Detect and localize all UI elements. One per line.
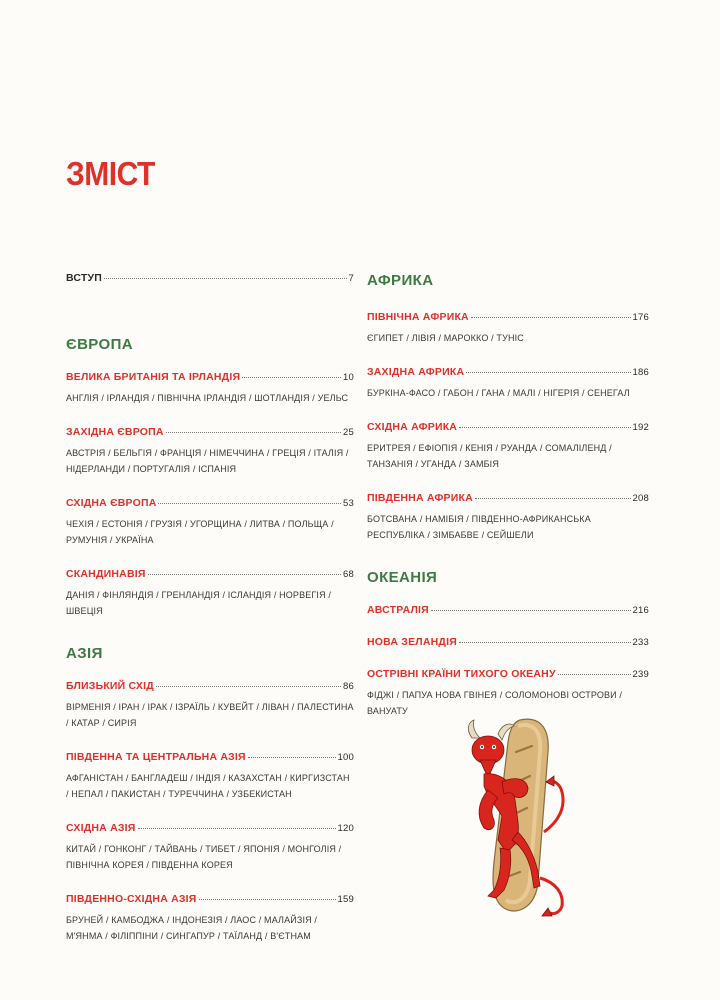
leader-dots: [471, 317, 631, 318]
toc-entry[interactable]: [367, 421, 649, 472]
entry-page-number: 53: [343, 498, 354, 509]
region-heading: АФРИКА: [367, 272, 434, 289]
entry-page-number: 68: [343, 569, 354, 580]
entry-title: СХІДНА ЄВРОПА: [66, 497, 157, 509]
entry-title: ПІВДЕННА ТА ЦЕНТРАЛЬНА АЗІЯ: [66, 751, 246, 763]
entry-title: ПІВДЕННО-СХІДНА АЗІЯ: [66, 893, 197, 905]
toc-entry[interactable]: [367, 366, 649, 401]
toc-entry[interactable]: [367, 604, 649, 616]
page-title: ЗМІСТ: [66, 156, 155, 193]
entry-title: ЗАХІДНА ЄВРОПА: [66, 426, 164, 438]
entry-title: АВСТРАЛІЯ: [367, 604, 429, 616]
entry-page-number: 25: [343, 427, 354, 438]
leader-dots: [104, 278, 347, 279]
entry-page-number: 100: [337, 752, 354, 763]
entry-page-number: 120: [337, 823, 354, 834]
entry-countries: ДАНІЯ / ФІНЛЯНДІЯ / ГРЕНЛАНДІЯ / ІСЛАНДІЯ / НОРВЕГІЯ / ШВЕЦІЯ: [66, 590, 332, 616]
toc-entry[interactable]: [367, 311, 649, 346]
leader-dots: [138, 828, 336, 829]
toc-entry[interactable]: [66, 426, 354, 477]
entry-title: ВСТУП: [66, 272, 102, 284]
leader-dots: [558, 674, 631, 675]
entry-page-number: 192: [632, 422, 649, 433]
entry-title: ПІВНІЧНА АФРИКА: [367, 311, 469, 323]
entry-countries: БОТСВАНА / НАМІБІЯ / ПІВДЕННО-АФРИКАНСЬКА РЕСПУБЛІКА / ЗІМБАБВЕ / СЕЙШЕЛИ: [367, 514, 591, 540]
entry-page-number: 86: [343, 681, 354, 692]
entry-page-number: 10: [343, 372, 354, 383]
leader-dots: [431, 610, 631, 611]
toc-right-column: [367, 272, 649, 739]
entry-title: ПІВДЕННА АФРИКА: [367, 492, 473, 504]
entry-title: СХІДНА АФРИКА: [367, 421, 458, 433]
entry-title: ОСТРІВНІ КРАЇНИ ТИХОГО ОКЕАНУ: [367, 668, 556, 680]
toc-entry-intro[interactable]: [66, 272, 354, 284]
toc-entry[interactable]: [66, 371, 354, 406]
entry-countries: ЕРИТРЕЯ / ЕФІОПІЯ / КЕНІЯ / РУАНДА / СОМАЛІЛЕНД / ТАНЗАНІЯ / УГАНДА / ЗАМБІЯ: [367, 443, 612, 469]
toc-left-column: [66, 272, 354, 964]
region-heading: ЄВРОПА: [66, 336, 133, 353]
entry-countries: БРУНЕЙ / КАМБОДЖА / ІНДОНЕЗІЯ / ЛАОС / МАЛАЙЗІЯ / М'ЯНМА / ФІЛІППІНИ / СИНГАПУР / ТАЇЛАНД / В'ЄТНАМ: [66, 915, 318, 941]
entry-title: СКАНДИНАВІЯ: [66, 568, 146, 580]
entry-countries: БУРКІНА-ФАСО / ГАБОН / ГАНА / МАЛІ / НІГЕРІЯ / СЕНЕГАЛ: [367, 388, 630, 398]
region-heading: ОКЕАНІЯ: [367, 569, 438, 586]
entry-page-number: 176: [632, 312, 649, 323]
entry-countries: КИТАЙ / ГОНКОНГ / ТАЙВАНЬ / ТИБЕТ / ЯПОНІЯ / МОНГОЛІЯ / ПІВНІЧНА КОРЕЯ / ПІВДЕННА КОРЕЯ: [66, 844, 342, 870]
toc-entry[interactable]: [66, 893, 354, 944]
toc-entry[interactable]: [367, 636, 649, 648]
toc-entry[interactable]: [367, 492, 649, 543]
entry-countries: ЧЕХІЯ / ЕСТОНІЯ / ГРУЗІЯ / УГОРЩИНА / ЛИТВА / ПОЛЬЩА / РУМУНІЯ / УКРАЇНА: [66, 519, 334, 545]
leader-dots: [459, 427, 630, 428]
leader-dots: [248, 757, 336, 758]
entry-countries: ЄГИПЕТ / ЛІВІЯ / МАРОККО / ТУНІС: [367, 333, 524, 343]
leader-dots: [459, 642, 631, 643]
leader-dots: [199, 899, 336, 900]
entry-title: ЗАХІДНА АФРИКА: [367, 366, 465, 378]
toc-entry[interactable]: [66, 751, 354, 802]
toc-entry[interactable]: [66, 568, 354, 619]
leader-dots: [158, 503, 341, 504]
entry-title: СХІДНА АЗІЯ: [66, 822, 136, 834]
leader-dots: [242, 377, 341, 378]
entry-title: НОВА ЗЕЛАНДІЯ: [367, 636, 457, 648]
entry-title: БЛИЗЬКИЙ СХІД: [66, 680, 154, 692]
leader-dots: [148, 574, 341, 575]
toc-entry[interactable]: [66, 822, 354, 873]
entry-page-number: 7: [348, 273, 354, 284]
devil-with-baguette-illustration: [458, 712, 578, 922]
leader-dots: [466, 372, 630, 373]
entry-page-number: 216: [632, 605, 649, 616]
region-asia: [66, 645, 354, 944]
entry-countries: АНГЛІЯ / ІРЛАНДІЯ / ПІВНІЧНА ІРЛАНДІЯ / ШОТЛАНДІЯ / УЕЛЬС: [66, 393, 349, 403]
entry-page-number: 159: [337, 894, 354, 905]
entry-page-number: 186: [632, 367, 649, 378]
region-oceania: [367, 569, 649, 719]
entry-countries: АФГАНІСТАН / БАНГЛАДЕШ / ІНДІЯ / КАЗАХСТАН / КИРГИЗСТАН / НЕПАЛ / ПАКИСТАН / ТУРЕЧЧИНА / УЗБЕКИСТАН: [66, 773, 350, 799]
leader-dots: [475, 498, 631, 499]
leader-dots: [166, 432, 341, 433]
entry-countries: ФІДЖІ / ПАПУА НОВА ГВІНЕЯ / СОЛОМОНОВІ ОСТРОВИ / ВАНУАТУ: [367, 690, 623, 716]
region-africa: [367, 272, 649, 543]
region-europe: [66, 336, 354, 619]
toc-entry[interactable]: [66, 497, 354, 548]
entry-page-number: 208: [632, 493, 649, 504]
toc-entry[interactable]: [66, 680, 354, 731]
leader-dots: [156, 686, 341, 687]
entry-countries: АВСТРІЯ / БЕЛЬГІЯ / ФРАНЦІЯ / НІМЕЧЧИНА / ГРЕЦІЯ / ІТАЛІЯ / НІДЕРЛАНДИ / ПОРТУГАЛІЯ / ІСПАНІЯ: [66, 448, 349, 474]
entry-title: ВЕЛИКА БРИТАНІЯ ТА ІРЛАНДІЯ: [66, 371, 241, 383]
entry-countries: ВІРМЕНІЯ / ІРАН / ІРАК / ІЗРАЇЛЬ / КУВЕЙТ / ЛІВАН / ПАЛЕСТИНА / КАТАР / СИРІЯ: [66, 702, 354, 728]
entry-page-number: 233: [632, 637, 649, 648]
region-heading: АЗІЯ: [66, 645, 103, 662]
entry-page-number: 239: [632, 669, 649, 680]
